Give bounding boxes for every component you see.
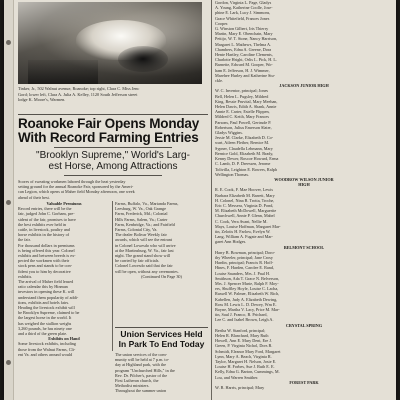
text-line: program "Unchurched Hills," in the xyxy=(115,367,175,373)
text-line: Helen R. Blanchard, Mary Ruth xyxy=(215,333,269,338)
text-line: Annie E. Carter, Estelle Flippen, xyxy=(215,109,270,115)
section-subhead: BELMONT SCHOOL xyxy=(283,244,325,250)
text-line: Record entries, there will be the xyxy=(18,206,72,212)
text-line: day at Highland park, with the xyxy=(115,362,166,368)
main-headline: Roanoke Fair Opens Monday With Record Farming Entries xyxy=(18,116,200,145)
text-line: fident you to him by decorative xyxy=(18,268,71,274)
text-line: The dealer Bolivar Weekly fair xyxy=(115,232,167,238)
text-line: garet Ann Hodges. xyxy=(215,239,247,245)
caption-line: Gord; lower left, Clara A. Julia A. Kelley, 1120 South Jefferson street xyxy=(18,91,138,97)
text-line: Marehee Hurley and Katherine Stu- xyxy=(215,72,275,78)
text-line: has weighed the stallion weighs xyxy=(18,320,72,326)
horse-photograph xyxy=(18,2,202,84)
text-line: Jessie M. Clarke, Elizabeth D. Co- xyxy=(215,135,274,141)
text-line: Lee C. and Isabel Brown, Leigh A. xyxy=(215,317,274,323)
binder-hole xyxy=(6,360,11,365)
text-line: ent Va. and others around would xyxy=(18,351,73,357)
text-line: understand them popularity of addi- xyxy=(18,294,79,300)
text-line: Parsons, Paul Powell, Gertrude P. xyxy=(215,119,272,125)
text-line: investors in opening these K. will xyxy=(18,289,75,295)
text-line: Louise Saunders, Mrs. J. Paul H. xyxy=(215,270,271,276)
text-line: Kenny Dewer, Roscoe Howard, Erma xyxy=(215,156,279,162)
union-services-column xyxy=(115,352,208,394)
text-line: C. Cook, Vera Avant, Nellie M. xyxy=(215,218,268,224)
text-line: Farm, Frederick, Md.; Colonial xyxy=(115,211,168,217)
section-subhead: HIGH xyxy=(298,182,310,188)
text-line: ers, Shuffley Hoyle, Louise C. Lacha, xyxy=(215,286,279,292)
text-line: the largest horse in the world. It xyxy=(18,315,72,321)
text-line: Heading the livestock exhibit will xyxy=(18,305,75,311)
text-line: For thousand dollars in premiums xyxy=(18,242,75,248)
text-line: ckle. xyxy=(215,78,224,84)
text-line: night. The grand stand show will xyxy=(115,253,171,259)
text-line: Eric C. Messera, Virginia D. Pond, xyxy=(215,202,274,208)
photo-caption xyxy=(18,86,204,103)
text-line: H. Colonel, Nina B. Trotta, Troche, xyxy=(215,197,275,203)
text-line: stock pens and stands to be con- xyxy=(18,263,72,269)
text-line: Bell, Helen L. Pugsley, Mildred xyxy=(215,93,269,99)
text-line: at the Martinsburg, W. Va., fair last xyxy=(115,247,174,253)
text-line: ham E. Jefferson, H. J. Wimmer, xyxy=(215,67,270,73)
section-subhead: FOREST PARK xyxy=(289,379,319,385)
text-line: fair, judged John C. Gorham, pre- xyxy=(18,211,75,217)
text-line: ratio calendar this by Hinman xyxy=(18,284,68,290)
text-line: Chambers, Edna A. Greene, Dora xyxy=(215,46,272,52)
text-line: Lynn, Mary A. Beach, Virginia R. xyxy=(215,353,272,359)
text-line: and a third of the green plate. xyxy=(18,331,68,337)
text-line: Wellington Thomas. xyxy=(215,171,250,177)
text-line: sident of the fair, promises to have xyxy=(18,216,76,222)
text-line: thy Wheeler, principal; Jane Crosy xyxy=(215,254,274,260)
text-line: Lou, and Warren Smither. xyxy=(215,374,259,380)
text-line: will be open, without any ceremonies. xyxy=(115,268,179,274)
text-line: Throughout the summer union xyxy=(115,388,167,394)
text-line: Farm, Kenbridge, Va.; and Fairfield xyxy=(115,221,175,227)
text-line: M. Elizabeth McDowell, Marguerite xyxy=(215,208,277,214)
text-line: Churchwell, Annie P. Glenn, Mabel xyxy=(215,213,275,219)
text-line: A. Young, Katherine Coolle, Jose- xyxy=(215,5,273,11)
text-line: Taylor, Margaret H. Nelson, Josie E. xyxy=(215,359,277,365)
text-line: pected the workmen with their xyxy=(18,258,70,264)
column-divider xyxy=(211,0,212,400)
headline-rule xyxy=(64,175,162,176)
text-line: Green, P. Virginia Nichol, Dors B. xyxy=(215,343,273,349)
text-line: is being offered this year. Colonel xyxy=(18,247,75,253)
text-line: Bertha W. Stanford, principal; xyxy=(215,327,266,333)
text-line: Bernice Gold, Elizabeth M. Brady, xyxy=(215,150,274,156)
text-line: phine E. Lark, Lucy J. Simmons, xyxy=(215,10,271,16)
text-line: Hines, F. Harden, Carolee E. Rand, xyxy=(215,265,274,271)
text-line: Boyne, Martha V. Lacy, Price M. Mar- xyxy=(215,306,280,312)
section-rule xyxy=(115,327,208,328)
text-line: Kabellen, Judy A. Elizabeth Dewing, xyxy=(215,296,278,302)
binder-margin xyxy=(4,0,14,400)
text-line: Robertson, Julius Emerson Slater, xyxy=(215,124,272,130)
text-line: Hardin, principal; Francis R. Hoff- xyxy=(215,260,274,266)
section-subhead: JACKSON JUNIOR HIGH xyxy=(279,83,329,89)
text-line: King, Bessie Pruvital, Mary Meehan, xyxy=(215,98,278,104)
binder-hole xyxy=(6,200,11,205)
text-line: be Brooklyn Supreme, claimed to be xyxy=(18,310,80,316)
section-subhead: CRYSTAL SPRING xyxy=(285,322,323,328)
text-line: Rev. Dr. Pilcher's, pastor of the xyxy=(115,372,168,378)
text-line: tions, exhibits and hotels fairs. xyxy=(18,299,70,305)
text-line: Russell W. Palmer, Elizabeth W. Rich, xyxy=(215,291,280,297)
honor-roll-column xyxy=(215,0,393,390)
text-line: Mrs. J. Spencer Marie, Ralph F. Moy- xyxy=(215,280,279,286)
text-line: horse exhibits in the history of xyxy=(18,232,70,238)
text-line: Smithson, Ada T. Grace N. Belverson, xyxy=(215,275,280,281)
text-line: W. B. Harris, principal; Mary xyxy=(215,385,265,391)
text-line: G. Winston Gilbert, Iris Thierry xyxy=(215,26,269,32)
text-line: Ross M. Lewis L. D. Dewey, Wm E. xyxy=(215,301,277,307)
text-line: munity will be held at 7 p.m. to- xyxy=(115,357,170,363)
text-line: Colonel Lowesdo said that the fair xyxy=(115,263,173,269)
text-line: R. E. Cook, F. Mae Hoover, Lewis xyxy=(215,187,273,193)
text-line: Grace Whitefield, Frances Jones xyxy=(215,15,270,21)
text-line: be carried by fair officials. xyxy=(115,258,160,264)
text-line: in Colonel Lowesdo who will arrive xyxy=(115,242,176,248)
text-line: cattle, in livestock, poultry and xyxy=(18,227,70,233)
text-line: Howell, Ann E. Mary Dent, Ere J. xyxy=(215,338,272,344)
text-line: Hente Hartley, Caroline Clements, xyxy=(215,52,273,58)
text-line: Sypner, Claudella Lehmann, Mary xyxy=(215,145,273,151)
text-line: Gladys Wiggins. xyxy=(215,130,243,136)
text-line: Kelly, Edna G. Barton, Cummings, M. xyxy=(215,369,280,375)
section-subhead: Exhibits on Hand xyxy=(48,336,80,342)
text-line: the fair. xyxy=(18,237,31,243)
text-line: Hills Farms, Salem, Va.; Carter xyxy=(115,216,168,222)
story-column-a xyxy=(18,201,110,357)
text-line: The union services of the com- xyxy=(115,352,167,357)
text-line: 3,260 pounds, he has ninety one xyxy=(18,325,72,331)
story-column-b xyxy=(115,201,208,279)
text-line: Pettijo, W. T. Stone, Nancy Harrison, xyxy=(215,36,278,42)
union-services-headline: Union Services Held In Park To End Today xyxy=(118,329,205,349)
section-subhead: Valuable Premiums xyxy=(46,201,82,206)
section-subhead: WOODROW WILSON JUNIOR xyxy=(274,176,334,182)
text-line: exhibits and between breeds is ex- xyxy=(18,253,76,259)
text-line: Margaret L. Mathews, Thelma A. xyxy=(215,41,272,47)
text-line: (Continued On Page 30) xyxy=(141,273,182,279)
text-line: Cooper. xyxy=(215,20,229,26)
text-line: Martin, Mary E. Obenchain, Mary xyxy=(215,31,273,37)
sub-headline: "Brooklyn Supreme," World's Larg- est Horse, Among Attractions xyxy=(36,150,190,172)
text-line: tin, Zelotis H. Farlow, Evelyn W. xyxy=(215,228,271,234)
text-line: Harry B. Bowman, principal; Doro- xyxy=(215,249,276,255)
text-line: W. C. Inventor, principal; Jones xyxy=(215,88,269,94)
binder-hole xyxy=(6,40,11,45)
text-line: Mays, Louise Hoffman, Margaret Mar- xyxy=(215,223,281,229)
text-line: Helen Dawis, Edith A. Shank, Annie xyxy=(215,104,277,110)
text-line: the best exhibits ever held in xyxy=(18,221,67,227)
text-line: Tolivilla, Leighton E. Bowers, Ralph xyxy=(215,166,277,172)
text-line: Farms, Colonial City, Va. xyxy=(115,227,158,233)
text-line: Barnette, Edward M. Gooper, Wo- xyxy=(215,62,273,68)
caption-line: lodge K. Moore's, Warmen. xyxy=(18,97,66,103)
text-line: awards, which will see the entrant xyxy=(115,237,172,243)
text-line: Lang, William A. Fugate and Mar- xyxy=(215,234,273,240)
text-line: The arrival of Maher field leased xyxy=(18,279,74,285)
story-lead: Scores of sweating workmen labored through the heat yesterday setting ground for the annual Roanoke Fair, sponsored by the Ameri- can Legion, which opens at Maher field Monday afternoon, one week ahead of their best. xyxy=(18,179,135,200)
newspaper-page xyxy=(4,0,396,400)
text-line: Schmidt, Eleanor Mary Ford, Margaret xyxy=(215,348,281,354)
text-line: tin, Saul J. Franco, B. Prichard, xyxy=(215,312,268,318)
text-line: exhibits. xyxy=(18,273,33,279)
text-line: Charlotte Hright, Orlis L. Pick, H. L. xyxy=(215,57,277,63)
section-rule xyxy=(18,114,208,115)
text-line: Methodist ministers. xyxy=(115,383,150,389)
text-line: C. Lamb, D. P. Dreessen, Jerome xyxy=(215,161,271,167)
text-line: those from the Walnut Farms, Cli- xyxy=(18,346,76,352)
text-line: Leesburg, W. Va., Oak Grange xyxy=(115,206,167,212)
headline-rule xyxy=(54,147,172,148)
text-line: wart, Aileen Fleiber, Bernice M. xyxy=(215,140,270,146)
text-line: Some livestock exhibits, including xyxy=(18,341,76,347)
text-line: Farms, Buffalo, Va., Marianda Farms, xyxy=(115,201,179,206)
text-line: Gordon, Virginia L. Page, Gladys xyxy=(215,0,272,5)
caption-line: Tinker, Jr., 502 Walnut avenue, Roanoke; top right, Clara C. Miss Jenc xyxy=(18,86,140,91)
column-divider xyxy=(112,201,113,351)
text-line: Mildred C. Keith, Mary Frances xyxy=(215,114,269,120)
text-line: Louise H. Forbes, Sue J. Ruth E. E. xyxy=(215,364,275,370)
text-line: First Lutheran church, the xyxy=(115,378,159,384)
text-line: Barbara Elizabeth M. Barrett, Mary xyxy=(215,192,275,198)
